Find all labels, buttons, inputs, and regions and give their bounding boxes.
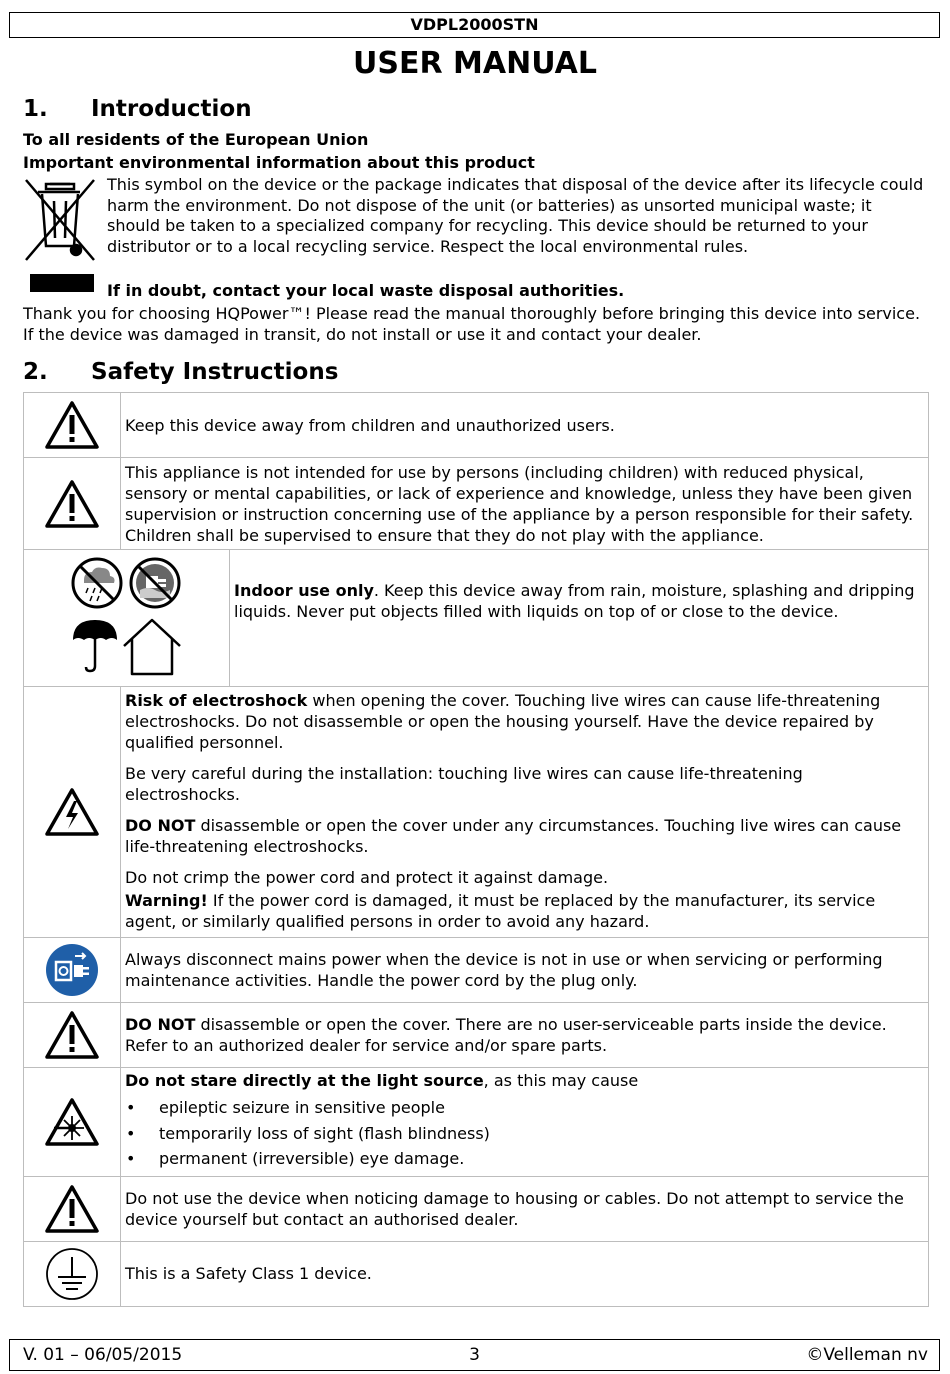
section-1-heading bbox=[23, 94, 252, 124]
donot-bold: DO NOT bbox=[125, 815, 196, 835]
umbrella-icon bbox=[70, 616, 120, 674]
warning-triangle-icon bbox=[24, 458, 121, 550]
weee-text: This symbol on the device or the package indicates that disposal of the device after its lifecycle could harm the environment. Do not dispose of the unit (or batteries) as unsorted municipal waste; it should be taken to a specialized company for recycling. This device should be returned to your distributor or to a local recycling service. Respect the local environmental rules. bbox=[107, 175, 924, 256]
house-icon bbox=[120, 614, 184, 678]
no-liquid-plug-icon bbox=[128, 556, 182, 610]
indoor-rest: . Keep this device away from rain, moisture, splashing and dripping liquids. Never put objects filled with liquids on top of or close to the device. bbox=[234, 581, 915, 621]
weee-bin-icon bbox=[24, 176, 96, 294]
disconnect-mains-icon bbox=[24, 938, 121, 1003]
list-item: • temporarily loss of sight (flash blindness) bbox=[159, 1121, 922, 1147]
safety-row bbox=[24, 687, 929, 938]
cover-bold: DO NOT bbox=[125, 1015, 196, 1034]
install-text: Be very careful during the installation: touching live wires can cause life-threatening electroshocks. bbox=[125, 763, 803, 804]
warning-rest: If the power cord is damaged, it must be replaced by the manufacturer, its service agent, or similarly qualified persons in order to avoid any hazard. bbox=[125, 890, 876, 931]
damage-text: Do not use the device when noticing damage to housing or cables. Do not attempt to service the device yourself but contact an authorised dealer. bbox=[121, 1176, 929, 1241]
section-2-heading bbox=[23, 357, 338, 387]
section-1-title: Introduction bbox=[91, 96, 252, 122]
warning-triangle-icon bbox=[24, 1003, 121, 1068]
stare-cell bbox=[121, 1068, 929, 1177]
doubt-text: If in doubt, contact your local waste disposal authorities. bbox=[107, 281, 625, 300]
donot-text bbox=[125, 815, 922, 857]
safety-row bbox=[24, 1176, 929, 1241]
earth-ground-icon bbox=[24, 1241, 121, 1306]
footer-page-number: 3 bbox=[469, 1345, 480, 1365]
stare-bullets bbox=[125, 1095, 922, 1172]
section-1-number: 1. bbox=[23, 96, 48, 122]
warning-triangle-icon bbox=[24, 393, 121, 458]
donot-rest: disassemble or open the cover under any circumstances. Touching live wires can cause life-threatening electroshocks. bbox=[125, 815, 902, 856]
safety-row bbox=[24, 1241, 929, 1306]
cover-rest: disassemble or open the cover. There are no user-serviceable parts inside the device. Refer to an authorized dealer for service and/or spare parts. bbox=[125, 1015, 887, 1055]
page-footer bbox=[9, 1339, 940, 1371]
no-rain-icon bbox=[70, 556, 124, 610]
stare-bold: Do not stare directly at the light source bbox=[125, 1071, 484, 1090]
shock-cell bbox=[121, 687, 929, 938]
laser-radiation-icon bbox=[24, 1068, 121, 1177]
indoor-icons bbox=[24, 550, 230, 686]
crimp-text: Do not crimp the power cord and protect it against damage. bbox=[125, 867, 609, 887]
list-item: • epileptic seizure in sensitive people bbox=[159, 1095, 922, 1121]
children-text: Keep this device away from children and unauthorized users. bbox=[121, 393, 929, 458]
thanks-text: Thank you for choosing HQPower™! Please read the manual thoroughly before bringing this device into service. If the device was damaged in transit, do not install or use it and contact your dealer. bbox=[23, 304, 921, 344]
safety-row bbox=[24, 458, 929, 550]
indoor-text bbox=[230, 550, 928, 686]
safety-row bbox=[24, 1068, 929, 1177]
electric-shock-icon bbox=[24, 687, 121, 938]
eu-residents-heading: To all residents of the European Union bbox=[23, 130, 369, 149]
section-2-number: 2. bbox=[23, 359, 48, 385]
safety-row bbox=[24, 938, 929, 1003]
header-model: VDPL2000STN bbox=[9, 12, 940, 38]
shock-bold: Risk of electroshock bbox=[125, 690, 308, 710]
footer-version: V. 01 – 06/05/2015 bbox=[23, 1345, 183, 1365]
cover-text bbox=[121, 1003, 929, 1068]
warning-bold: Warning! bbox=[125, 890, 208, 910]
shock-text bbox=[125, 690, 922, 753]
page-title: USER MANUAL bbox=[353, 46, 597, 81]
section-2-title: Safety Instructions bbox=[91, 359, 339, 385]
disconnect-text: Always disconnect mains power when the device is not in use or when servicing or performing maintenance activities. Handle the power cord by the plug only. bbox=[121, 938, 929, 1003]
persons-text: This appliance is not intended for use by persons (including children) with reduced physical, sensory or mental capabilities, or lack of experience and knowledge, unless they have been given supervision or instruction concerning use of the appliance by a person responsible for their safety. Children shall be supervised to ensure that they do not play with the appliance. bbox=[121, 458, 929, 550]
stare-text bbox=[125, 1070, 922, 1091]
footer-copyright: ©Velleman nv bbox=[806, 1345, 928, 1365]
shock-rest: when opening the cover. Touching live wires can cause life-threatening electroshocks. Do not disassemble or open the housing yourself. Have the device repaired by qualified personnel. bbox=[125, 690, 881, 752]
env-info-heading: Important environmental information about this product bbox=[23, 153, 535, 172]
safety-row bbox=[24, 393, 929, 458]
indoor-bold: Indoor use only bbox=[234, 581, 374, 600]
safety-row bbox=[24, 1003, 929, 1068]
warning-text bbox=[125, 890, 922, 932]
stare-rest: , as this may cause bbox=[483, 1071, 639, 1090]
safety-table bbox=[23, 392, 929, 1307]
safety-row bbox=[24, 550, 929, 687]
warning-triangle-icon bbox=[24, 1176, 121, 1241]
list-item: • permanent (irreversible) eye damage. bbox=[159, 1146, 922, 1172]
class1-text: This is a Safety Class 1 device. bbox=[121, 1241, 929, 1306]
